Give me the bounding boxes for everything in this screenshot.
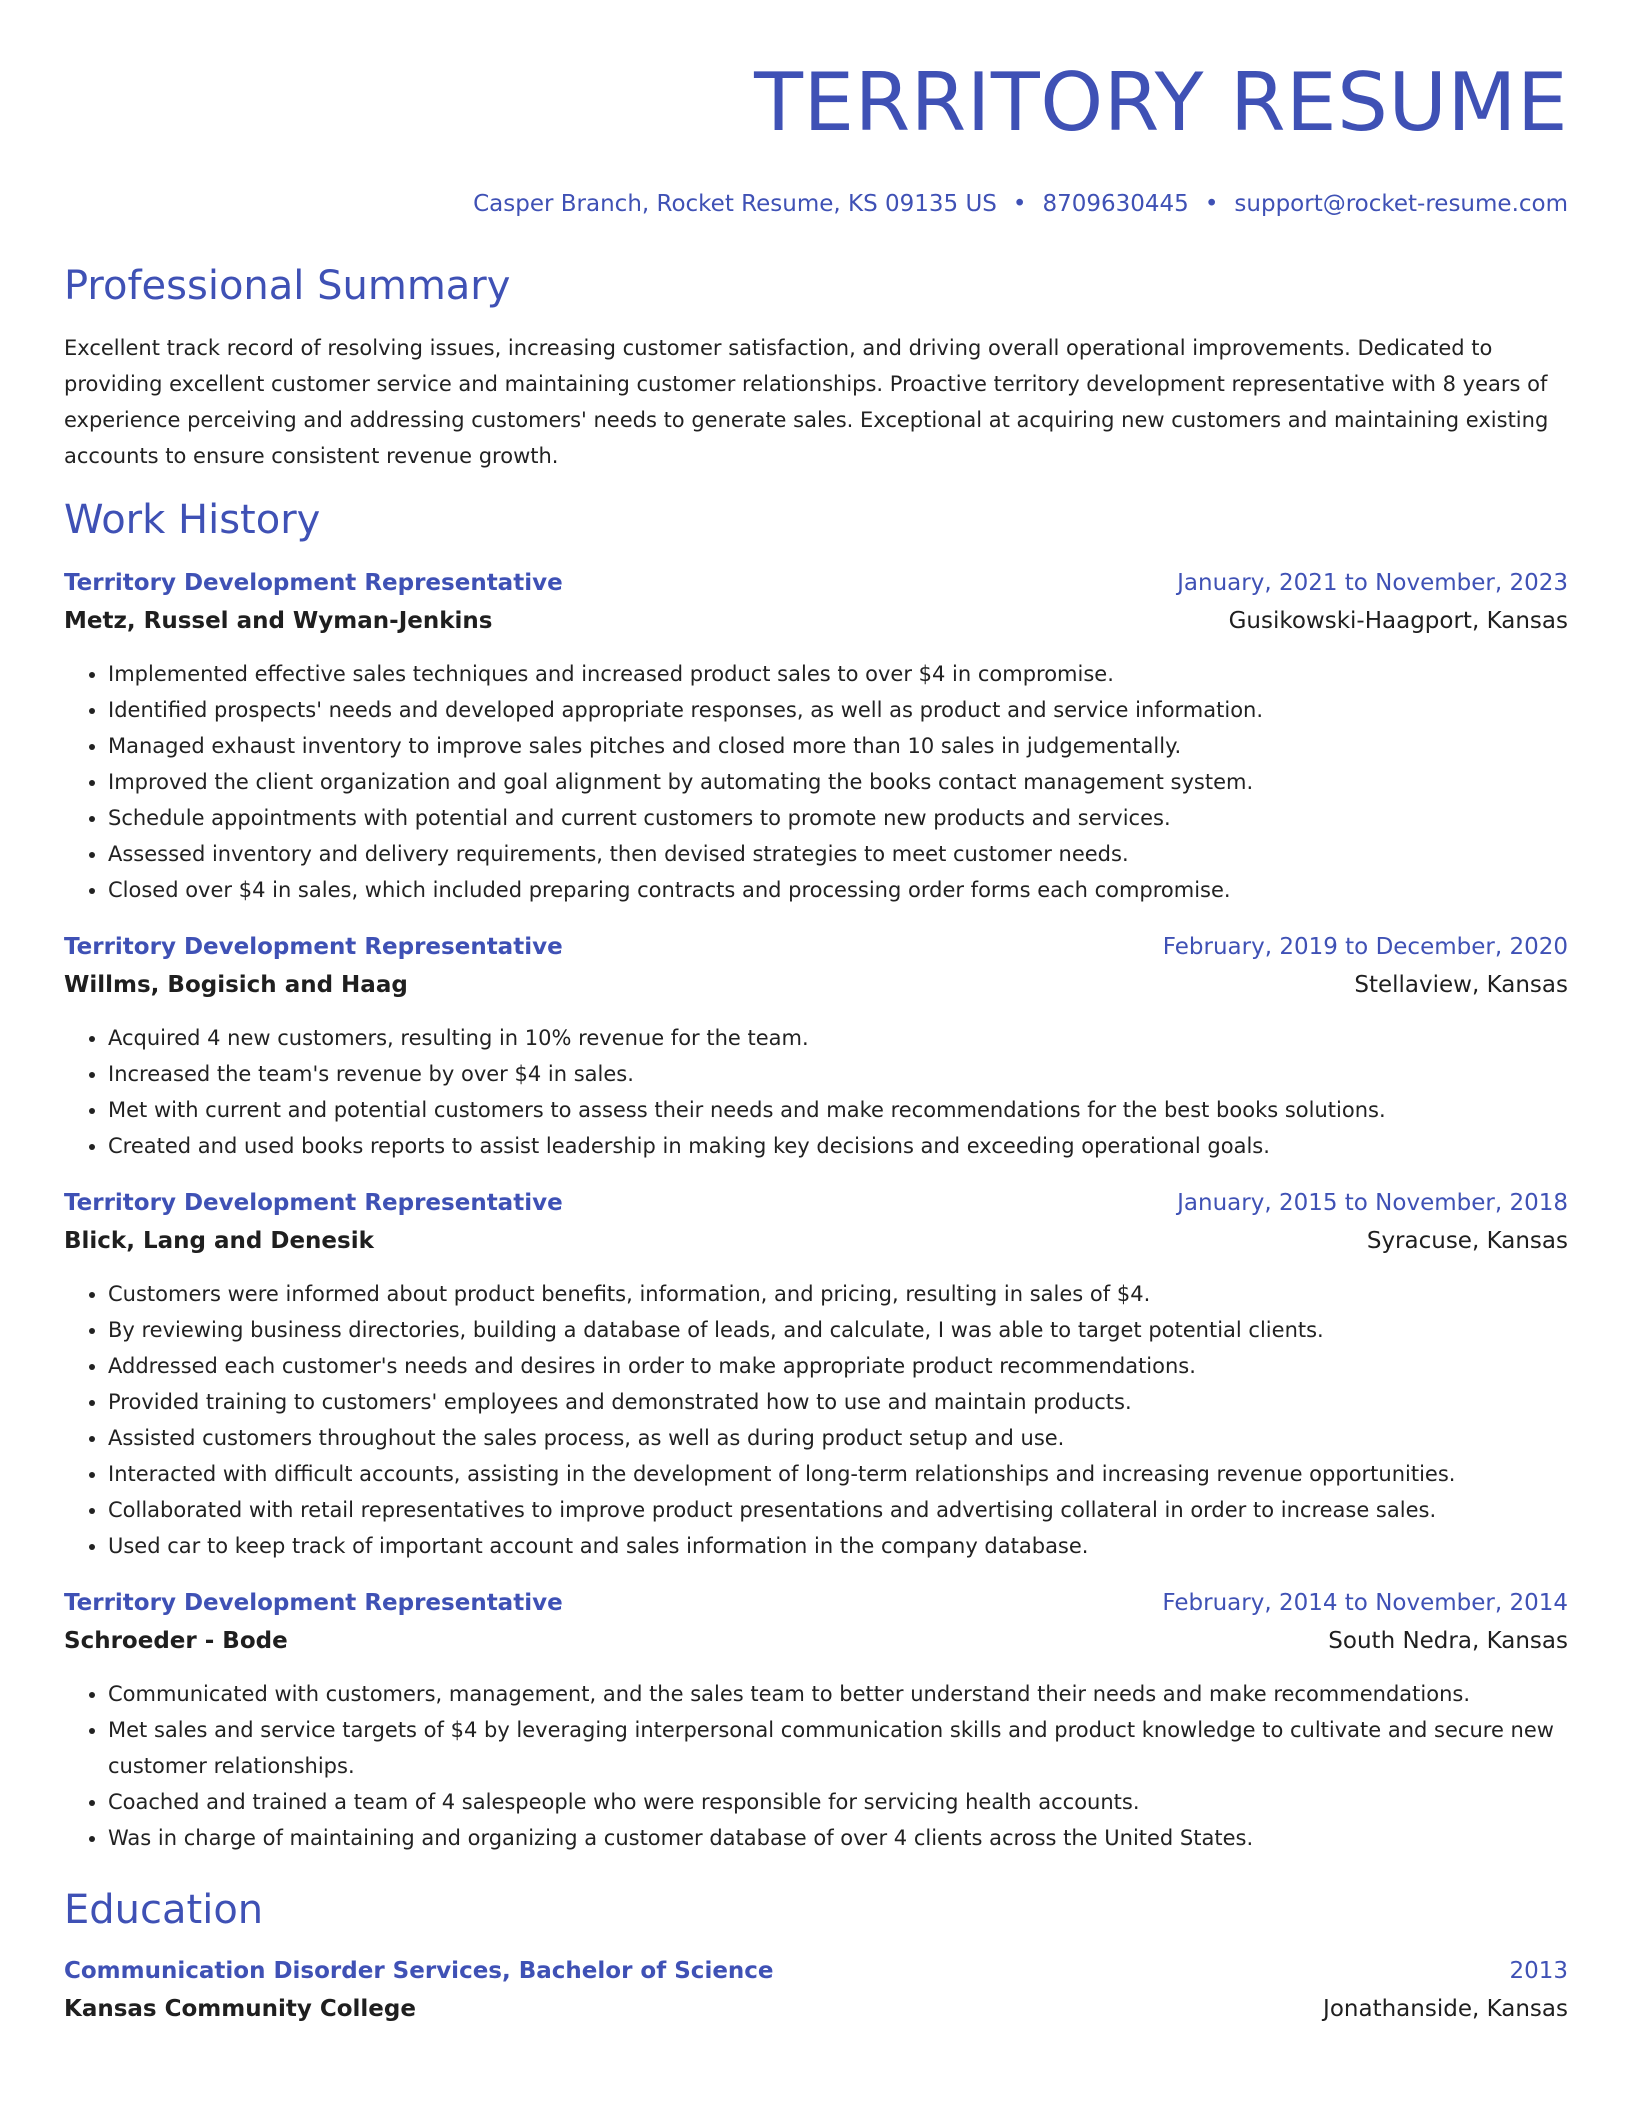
job-bullet: • Acquired 4 new customers, resulting in 10% revenue for the team. — [108, 1020, 1568, 1056]
job-bullet: • Schedule appointments with potential and current customers to promote new products and services. — [108, 800, 1568, 836]
job-bullet: • By reviewing business directories, building a database of leads, and calculate, I was able to target potential clients. — [108, 1312, 1568, 1348]
job-bullet: • Identified prospects' needs and developed appropriate responses, as well as product and service information. — [108, 692, 1568, 728]
contact-phone: 8709630445 — [1042, 191, 1189, 217]
job-bullet: • Used car to keep track of important account and sales information in the company database. — [108, 1528, 1568, 1564]
job-location: Syracuse, Kansas — [1366, 1228, 1568, 1254]
resume-header — [64, 58, 1568, 218]
summary-text: Excellent track record of resolving issues, increasing customer satisfaction, and driving overall operational improvements. Dedicated to providing excellent customer service and maintaining customer relationships. Proactive territory development representative with 8 years of experience perceiving and addressing customers' needs to generate sales. Exceptional at acquiring new customers and maintaining existing accounts to ensure consistent revenue growth. — [64, 336, 1549, 468]
summary-section-title: Professional Summary — [64, 263, 511, 309]
job-dates: February, 2014 to November, 2014 — [1162, 1590, 1568, 1616]
job-company: Willms, Bogisich and Haag — [64, 972, 408, 998]
job-bullet: • Increased the team's revenue by over $4 in sales. — [108, 1056, 1568, 1092]
job-dates: February, 2019 to December, 2020 — [1162, 934, 1568, 960]
job-bullet: • Provided training to customers' employees and demonstrated how to use and maintain products. — [108, 1384, 1568, 1420]
job-entry — [64, 928, 1568, 1164]
contact-separator: • — [1012, 191, 1027, 217]
job-dates: January, 2021 to November, 2023 — [1177, 570, 1568, 596]
job-role: Territory Development Representative — [64, 570, 563, 596]
job-bullet: • Improved the client organization and goal alignment by automating the books contact management system. — [108, 764, 1568, 800]
education-location: Jonathanside, Kansas — [1323, 1996, 1568, 2022]
job-bullets — [64, 656, 1568, 908]
job-bullet: • Was in charge of maintaining and organizing a customer database of over 4 clients across the United States. — [108, 1820, 1568, 1856]
education-school: Kansas Community College — [64, 1996, 416, 2022]
job-bullet: • Assisted customers throughout the sales process, as well as during product setup and use. — [108, 1420, 1568, 1456]
resume-name: TERRITORY RESUME — [754, 56, 1568, 149]
job-role: Territory Development Representative — [64, 934, 563, 960]
education-entry — [64, 1952, 1568, 2028]
job-bullets — [64, 1020, 1568, 1164]
job-role: Territory Development Representative — [64, 1190, 563, 1216]
job-company: Schroeder - Bode — [64, 1628, 288, 1654]
job-dates: January, 2015 to November, 2018 — [1177, 1190, 1568, 1216]
job-bullet: • Coached and trained a team of 4 salespeople who were responsible for servicing health accounts. — [108, 1784, 1568, 1820]
job-bullet: • Closed over $4 in sales, which included preparing contracts and processing order forms each compromise. — [108, 872, 1568, 908]
job-bullet: • Managed exhaust inventory to improve sales pitches and closed more than 10 sales in judgementally. — [108, 728, 1568, 764]
job-location: Gusikowski-Haagport, Kansas — [1228, 608, 1568, 634]
job-bullet: • Addressed each customer's needs and desires in order to make appropriate product recommendations. — [108, 1348, 1568, 1384]
job-entry — [64, 1584, 1568, 1856]
job-bullet: • Communicated with customers, management, and the sales team to better understand their needs and make recommendations. — [108, 1676, 1568, 1712]
education-year: 2013 — [1509, 1958, 1568, 1984]
contact-address: Casper Branch, Rocket Resume, KS 09135 US — [473, 191, 997, 217]
contact-separator: • — [1204, 191, 1219, 217]
contact-email: support@rocket-resume.com — [1234, 191, 1568, 217]
job-bullet: • Assessed inventory and delivery requirements, then devised strategies to meet customer needs. — [108, 836, 1568, 872]
job-bullet: • Implemented effective sales techniques and increased product sales to over $4 in compromise. — [108, 656, 1568, 692]
job-entry — [64, 564, 1568, 908]
contact-line — [64, 190, 1568, 218]
job-company: Blick, Lang and Denesik — [64, 1228, 374, 1254]
job-bullet: • Met sales and service targets of $4 by leveraging interpersonal communication skills and product knowledge to cultivate and secure new customer relationships. — [108, 1712, 1568, 1784]
job-bullet: • Created and used books reports to assist leadership in making key decisions and exceeding operational goals. — [108, 1128, 1568, 1164]
job-bullet: • Collaborated with retail representatives to improve product presentations and advertising collateral in order to increase sales. — [108, 1492, 1568, 1528]
job-company: Metz, Russel and Wyman-Jenkins — [64, 608, 493, 634]
job-entry — [64, 1184, 1568, 1564]
job-role: Territory Development Representative — [64, 1590, 563, 1616]
job-location: South Nedra, Kansas — [1328, 1628, 1568, 1654]
job-bullets — [64, 1676, 1568, 1856]
job-location: Stellaview, Kansas — [1354, 972, 1568, 998]
work-history-section-title: Work History — [64, 497, 321, 543]
job-bullet: • Met with current and potential customers to assess their needs and make recommendations for the best books solutions. — [108, 1092, 1568, 1128]
education-section-title: Education — [64, 1887, 264, 1933]
job-bullet: • Customers were informed about product benefits, information, and pricing, resulting in sales of $4. — [108, 1276, 1568, 1312]
education-degree: Communication Disorder Services, Bachelor of Science — [64, 1958, 774, 1984]
job-bullet: • Interacted with difficult accounts, assisting in the development of long-term relationships and increasing revenue opportunities. — [108, 1456, 1568, 1492]
job-bullets — [64, 1276, 1568, 1564]
